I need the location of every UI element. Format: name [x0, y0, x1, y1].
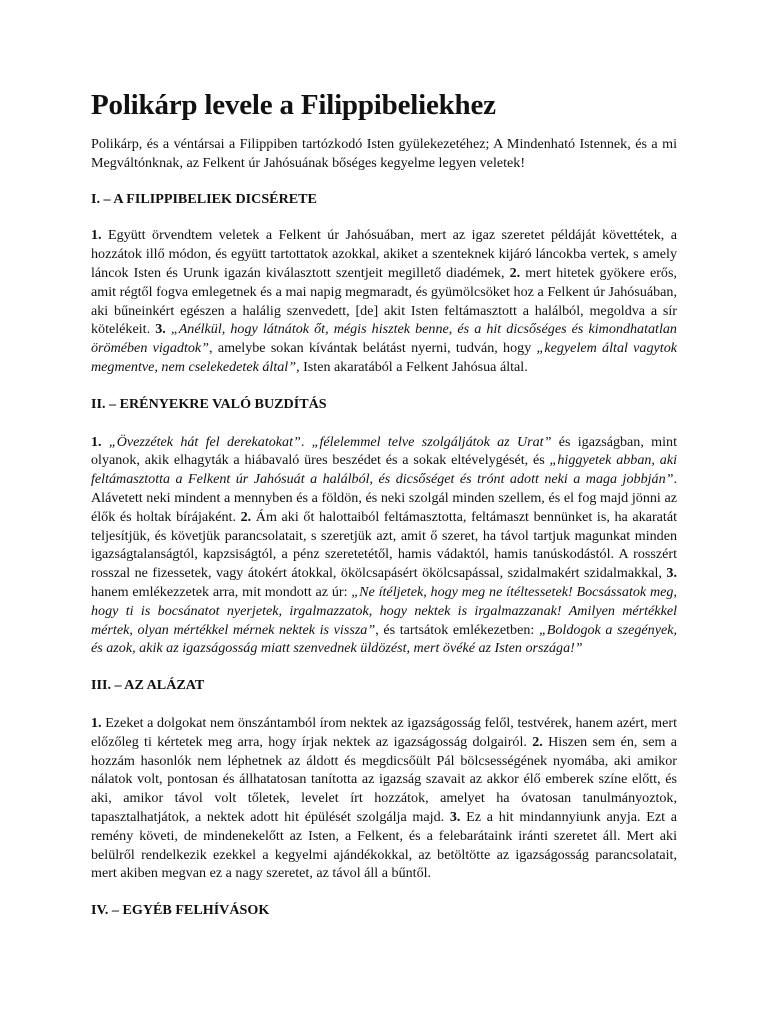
body-text: [102, 434, 109, 450]
quotation-text: „higgyetek abban, aki feltámasztotta a Felkent úr Jahósuát a halálból, és dicsőséget és trónt adott neki a maga jobbján”: [91, 452, 677, 488]
verse-number: 1.: [91, 714, 102, 731]
quotation-text: „kegyelem által vagytok megmentve, nem cselekedetek által”: [91, 340, 677, 375]
body-text: , Isten akaratából a Felkent Jahósua által.: [296, 358, 528, 375]
section-paragraph-2: [91, 433, 677, 659]
body-text: és igazságban, mint olyanok, akik elhagyták a hiábavaló üres beszédet és a sokak eltévelygését, és: [91, 433, 677, 469]
verse-number: 3.: [449, 808, 461, 825]
section-heading-2: II. – ERÉNYEKRE VALÓ BUZDÍTÁS: [91, 395, 327, 412]
quotation-text: „Ne ítéljetek, hogy meg ne ítéltessetek! Bocsássatok meg, hogy ti is bocsánatot nyerjetek, irgalmazzatok, hogy nektek is irgalmazzanak! Amilyen mértékkel mértek, olyan mértékkel mérnek nektek is vissza”: [91, 583, 677, 638]
body-text: , amelybe sokan kívántak belátást nyerni, tudván, hogy: [209, 340, 537, 357]
quotation-text: „Boldogok a szegények, és azok, akik az igazságosság miatt szenvednek üldözést, mert övéké az Isten országa!”: [91, 621, 677, 657]
intro-paragraph: Polikárp, és a véntársai a Filippiben tartózkodó Isten gyülekezetéhez; A Mindenható Istennek, és a mi Megváltónknak, az Felkent úr Jahósuának bőséges kegyelme legyen veletek!: [91, 136, 677, 171]
body-text: .: [300, 433, 312, 450]
body-text: . Alávetett neki mindent a mennyben és a földön, és neki szolgál minden szellem, és el fog majd jönni az élők és holtak bírájaként.: [91, 471, 677, 525]
body-text: Ez a hit mindannyiunk anyja. Ezt a remény követi, de mindenekelőtt az Isten, a Felkent, és a felebarátaink iránti szeretet áll. Mert aki belülről rendelkezik ezekkel a kegyelmi ajándékokkal, az betöltötte az igazságosság parancsolatait, mert akiben megvan ez a nagy szeretet, az távol áll a bűntől.: [91, 808, 677, 882]
section-heading-3: III. – AZ ALÁZAT: [91, 677, 205, 694]
verse-number: 2.: [509, 264, 521, 281]
verse-number: 3.: [666, 565, 677, 582]
verse-number: 1.: [91, 433, 102, 450]
section-heading-1: I. – A FILIPPIBELIEK DICSÉRETE: [91, 190, 317, 207]
body-text: mert hitetek gyökere erős, amit régtől fogva emlegetnek és a mai napig megmaradt, és gyümölcsöket hoz a Felkent úr Jahósuában, aki bűneinkért egészen a halálig szenvedett, [de] akit Isten feltámasztott a halálból, megoldva a sír kötelékeit.: [91, 264, 677, 338]
document-page: [91, 86, 677, 920]
body-text: Ezeket a dolgokat nem önszántamból írom nektek az igazságosság felől, testvérek, hanem azért, mert előzőleg ti kértetek meg arra, hogy írjak nektek az igazságosság dolgairól.: [91, 714, 677, 750]
body-text: Hiszen sem én, sem a hozzám hasonlók nem léphetnek az áldott és megdicsőült Pál bölcsességének nyomába, aki amikor nálatok volt, pontosan és állhatatosan tanította az igazság szavait az akkor élő emberek színe előtt, és aki, amikor távol volt tőletek, levelet írt hozzátok, amelyet ha óvatosan tanulmányoztok, tapasztalhatjátok, a nektek adott hit épülését szolgálja majd.: [91, 733, 677, 825]
verse-number: 2.: [532, 733, 543, 750]
quotation-text: „Övezzétek hát fel derekatokat”: [108, 433, 301, 450]
document-title: Polikárp levele a Filippibeliekhez: [91, 89, 496, 121]
verse-number: 3.: [155, 321, 166, 338]
verse-number: 2.: [240, 508, 252, 525]
body-text: hanem emlékezzetek arra, mit mondott az úr:: [91, 583, 352, 600]
body-text: Együtt örvendtem veletek a Felkent úr Jahósuában, mert az igaz szeretet példáját követtétek, a hozzátok illő módon, és együtt tartottatok azokkal, akiket a szenteknek kijáró láncokba vertek, s amely láncok Isten és Urunk igazán kiválasztott szentjeit megillető diadémek,: [91, 227, 677, 281]
quotation-text: „félelemmel telve szolgáljátok az Urat”: [311, 433, 552, 450]
section-paragraph-3: [91, 714, 677, 883]
body-text: Ám aki őt halottaiból feltámasztotta, feltámaszt bennünket is, ha akaratát teljesítjük, és követjük parancsolatait, s szeretjük azt, amit ő szeret, ha távol tartjuk magunkat minden igazságtalanságtól, kapzsiságtól, a pénz szeretetétől, hamis vádaktól, hamis tanúskodástól. A rosszért rosszal ne fizessetek, vagy átokért átokkal, ökölcsapásért ökölcsapással, szidalmakért szidalmakkal,: [91, 508, 677, 582]
quotation-text: „Anélkül, hogy látnátok őt, mégis hisztek benne, és a hit dicsőséges és kimondhatatlan örömében vigadtok”: [91, 321, 677, 357]
body-text: , és tartsátok emlékezetben:: [375, 621, 539, 638]
section-heading-4: IV. – EGYÉB FELHÍVÁSOK: [91, 902, 270, 919]
verse-number: 1.: [91, 227, 102, 244]
section-paragraph-1: [91, 226, 677, 376]
